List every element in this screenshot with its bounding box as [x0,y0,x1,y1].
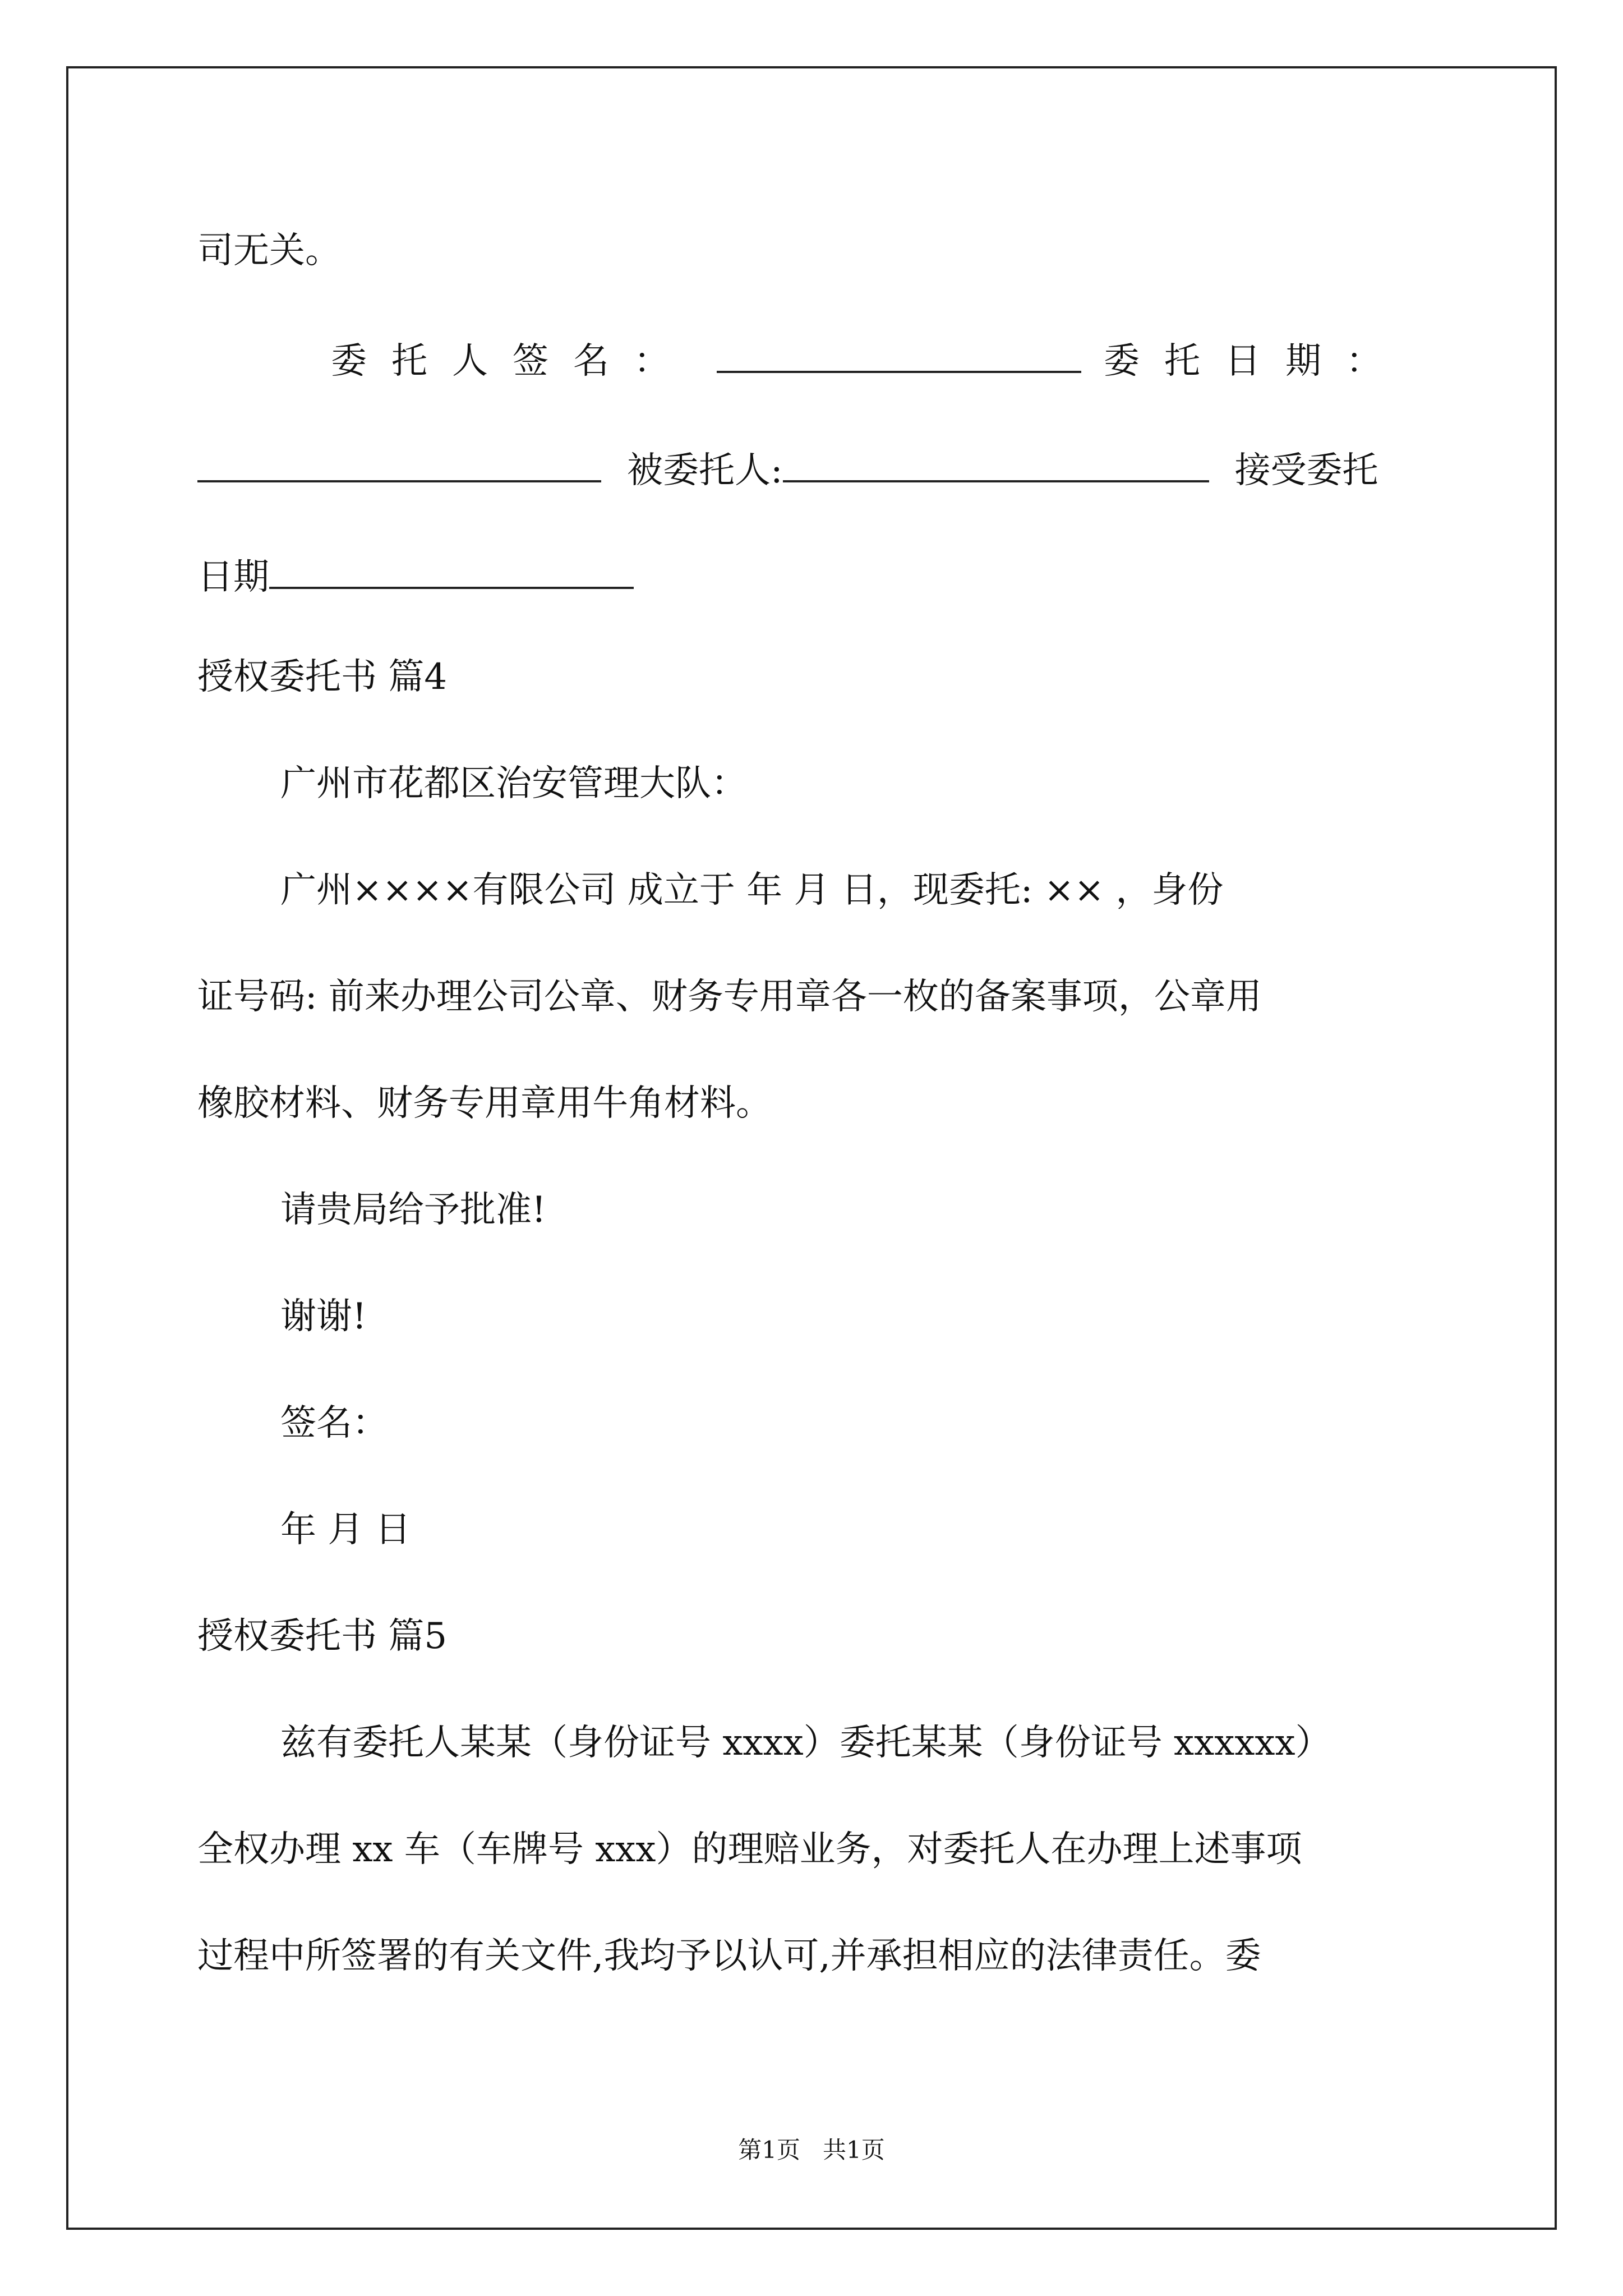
accept-date-blank [269,555,634,589]
section-heading: 授权委托书 篇4 [197,656,448,698]
delegation-date-label: 委托日期： [1104,341,1407,382]
accept-date-label-cont: 日期 [197,556,269,598]
signature-label: 签名： [280,1402,388,1444]
paragraph-line: 兹有委托人某某（身份证号 xxxx）委托某某（身份证号 xxxxxx） [280,1722,1331,1764]
date-line: 年 月 日 [280,1509,411,1550]
paragraph-line: 橡胶材料、财务专用章用牛角材料。 [197,1083,772,1124]
agent-line [197,449,1378,489]
section-heading: 授权委托书 篇5 [197,1616,448,1657]
accept-date-line [197,555,634,598]
paragraph-line: 过程中所签署的有关文件,我均予以认可,并承担相应的法律责任。委 [197,1935,1261,1977]
principal-signature-label: 委托人签名： [331,341,694,382]
signature-line [331,339,1407,382]
page-number: 第1页 共1页 [738,2136,885,2164]
paragraph-line: 证号码: 前来办理公司公章、财务专用章各一枚的备案事项，公章用 [197,976,1262,1018]
principal-signature-blank [717,339,1081,373]
paragraph-line: 广州××××有限公司 成立于 年 月 日，现委托: ×× ，身份 [280,869,1224,911]
paragraph-line: 全权办理 xx 车（车牌号 xxx）的理赔业务，对委托人在办理上述事项 [197,1829,1302,1870]
agent-label: 被委托人: [627,450,783,491]
page-border [66,66,1557,2230]
delegation-date-blank [197,449,601,482]
text-line: 司无关。 [197,230,341,272]
agent-blank [783,449,1209,482]
addressee: 广州市花都区治安管理大队： [280,763,747,804]
accept-date-label: 接受委托 [1234,450,1378,491]
request-line: 请贵局给予批准! [280,1189,546,1231]
thanks-line: 谢谢! [280,1296,367,1337]
